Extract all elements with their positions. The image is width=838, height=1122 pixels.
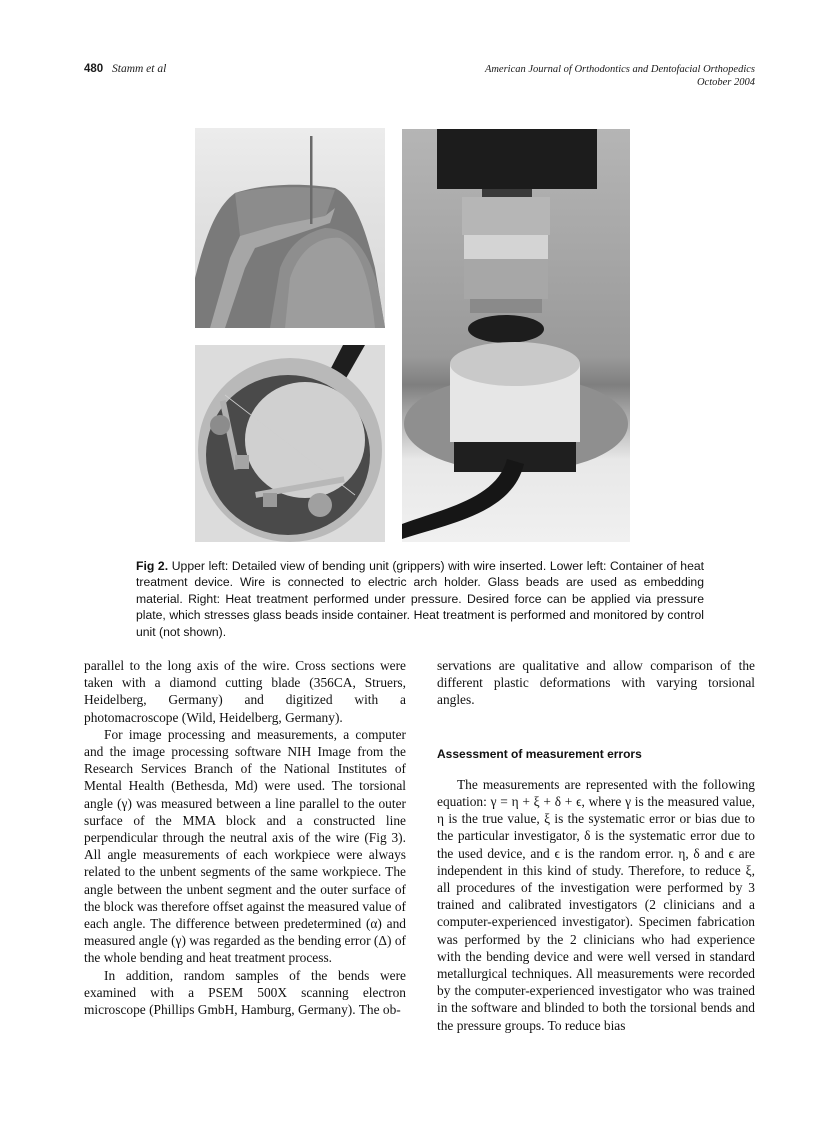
photo-heat-container [195, 345, 385, 542]
running-authors: Stamm et al [112, 63, 167, 75]
paragraph: parallel to the long axis of the wire. Cross sections were taken with a diamond cutting blade (356CA, Struers, Heidelberg, Germany) and digitized with a photomacroscope (Wild, Heidelberg, Germany). [84, 658, 406, 725]
page-number: 480 [84, 63, 104, 75]
journal-info [485, 63, 755, 89]
paragraph-continuation: servations are qualitative and allow comparison of the different plastic deformations with varying torsional angles. [437, 658, 755, 708]
figure-caption [136, 558, 704, 640]
journal-title: American Journal of Orthodontics and Dentofacial Orthopedics [484, 64, 755, 75]
issue-date: October 2004 [696, 77, 755, 88]
photo-pressure-apparatus [402, 129, 630, 542]
body-column-right [437, 657, 755, 1034]
caption-text: Upper left: Detailed view of bending unit (grippers) with wire inserted. Lower left: Container of heat treatment device. Wire is connected to electric arch holder. Glass beads are used as embedding material. Right: Heat treatment performed under pressure. Desired force can be applied via pressure plate, which stresses glass beads inside container. Heat treatment is performed and monitored by control unit (not shown). [136, 559, 705, 639]
body-column-left [84, 657, 406, 1018]
figure-2 [195, 128, 630, 543]
photo-bending-unit [195, 128, 385, 328]
figure-label: Fig 2. [136, 559, 169, 573]
section-heading: Assessment of measurement errors [437, 746, 642, 761]
paragraph: The measurements are represented with the following equation: γ = η + ξ + δ + ϵ, where γ is the measured value, η is the true value, ξ is the systematic error or bias due to the particular investigator, δ is the systematic error due to the used device, and ϵ is the random error. η, δ and ϵ are independent in this kind of study. Therefore, to reduce ξ, all procedures of the investigation were performed by 3 trained and calibrated investigators (2 clinicians and a computer-experienced investigator). Specimen fabrication was performed by the 2 clinicians who had experience with the bending device and were well versed in standard metallurgical techniques. All measurements were recorded by the computer-experienced investigator who was trained in the software and blinded to both the torsional bends and the pressure groups. To reduce bias [437, 776, 755, 1033]
paragraph: In addition, random samples of the bends were examined with a PSEM 500X scanning electron microscope (Phillips GmbH, Hamburg, Germany). The ob- [84, 967, 406, 1018]
running-head [84, 63, 755, 93]
paragraph: For image processing and measurements, a computer and the image processing software NIH Image from the Research Services Branch of the National Institutes of Mental Health (Bethesda, Md) were used. The torsional angle (γ) was measured between a line parallel to the outer surface of the MMA block and a constructed line perpendicular through the neutral axis of the wire (Fig 3). All angle measurements of each workpiece were always related to the unbent segments of the same workpiece. The angle between the unbent segment and the outer surface of the block was therefore offset against the measured value of each angle. The difference between predetermined (α) and measured angle (γ) was regarded as the bending error (Δ) of the whole bending and heat treatment process. [84, 726, 406, 966]
